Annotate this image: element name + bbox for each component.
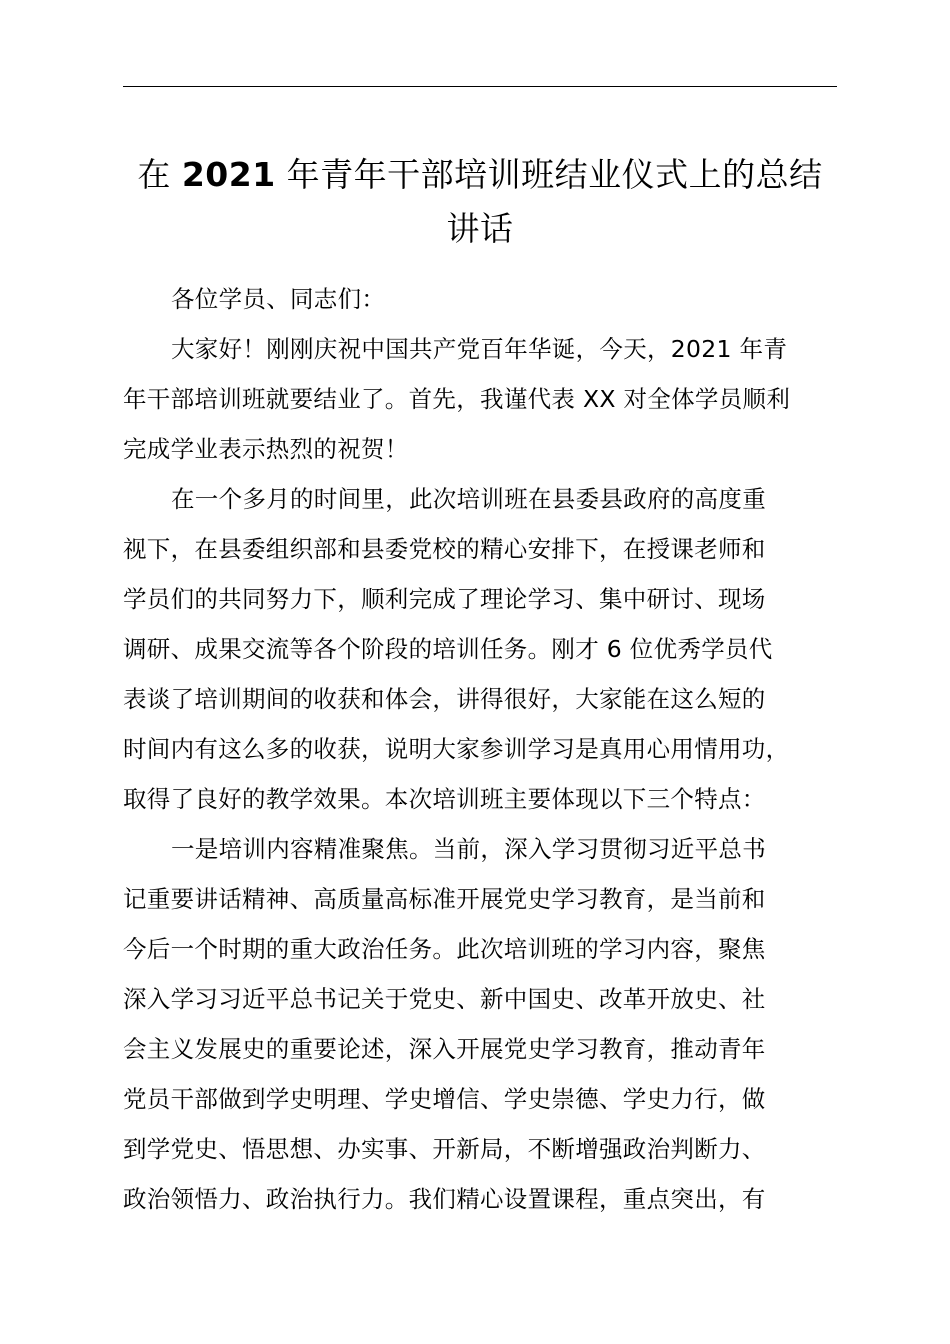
header-rule (123, 86, 837, 87)
body-line: 完成学业表示热烈的祝贺！ (123, 435, 409, 463)
body-line: 年干部培训班就要结业了。首先，我谨代表 XX 对全体学员顺利 (123, 385, 791, 413)
body-line: 党员干部做到学史明理、学史增信、学史崇德、学史力行，做 (123, 1085, 766, 1113)
body-line: 政治领悟力、政治执行力。我们精心设置课程，重点突出，有 (123, 1185, 766, 1213)
body-line: 学员们的共同努力下，顺利完成了理论学习、集中研讨、现场 (123, 585, 766, 613)
body-line: 今后一个时期的重大政治任务。此次培训班的学习内容，聚焦 (123, 935, 766, 963)
body-line: 记重要讲话精神、高质量高标准开展党史学习教育，是当前和 (123, 885, 766, 913)
body-line: 大家好！刚刚庆祝中国共产党百年华诞，今天，2021 年青 (171, 335, 788, 363)
body-line: 调研、成果交流等各个阶段的培训任务。刚才 6 位优秀学员代 (123, 635, 773, 663)
body-line: 取得了良好的教学效果。本次培训班主要体现以下三个特点： (123, 785, 766, 813)
title-rest: 年青年干部培训班结业仪式上的总结 (275, 155, 823, 194)
body-line: 一是培训内容精准聚焦。当前，深入学习贯彻习近平总书 (171, 835, 766, 863)
body-line: 表谈了培训期间的收获和体会，讲得很好，大家能在这么短的 (123, 685, 766, 713)
title-line-1 (123, 148, 837, 202)
body-line: 时间内有这么多的收获，说明大家参训学习是真用心用情用功， (123, 735, 790, 763)
body-line: 深入学习习近平总书记关于党史、新中国史、改革开放史、社 (123, 985, 766, 1013)
document-body (123, 274, 837, 1224)
title-year: 2021 (181, 155, 276, 194)
document-title (123, 148, 837, 256)
body-line: 在一个多月的时间里，此次培训班在县委县政府的高度重 (171, 485, 766, 513)
body-line: 会主义发展史的重要论述，深入开展党史学习教育，推动青年 (123, 1035, 766, 1063)
title-line-2: 讲话 (446, 209, 514, 248)
title-prefix: 在 (137, 155, 182, 194)
body-line: 视下，在县委组织部和县委党校的精心安排下，在授课老师和 (123, 535, 766, 563)
body-line: 到学党史、悟思想、办实事、开新局，不断增强政治判断力、 (123, 1135, 766, 1163)
salutation-line: 各位学员、同志们： (171, 285, 386, 313)
